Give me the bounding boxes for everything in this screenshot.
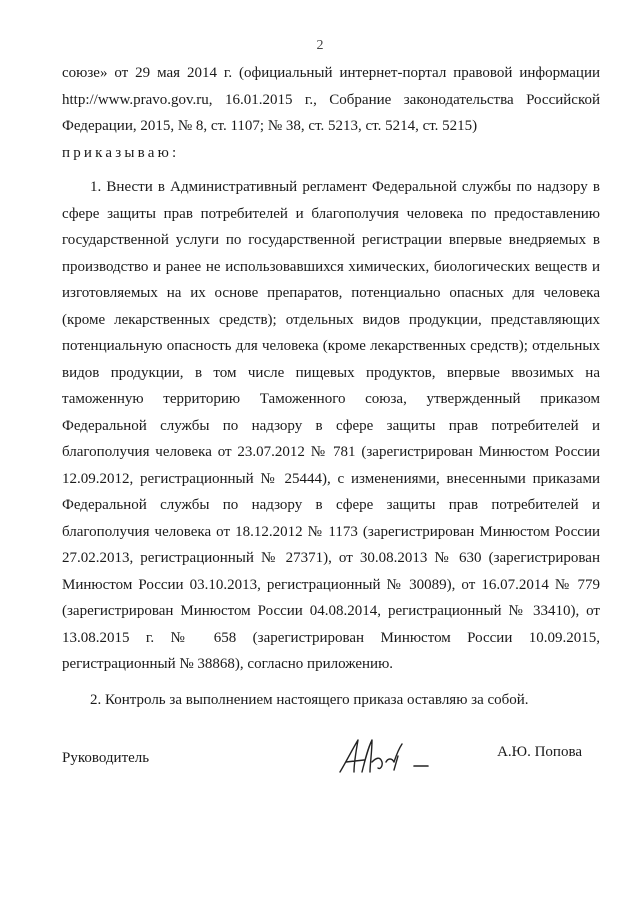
intro-paragraph: союзе» от 29 мая 2014 г. (официальный интернет-портал правовой информации http://www.pravo.gov.ru, 16.01.2015 г., Собрание законодательства Российской Федерации, 2015, № 8, ст. 1107; № 38, ст. 5213, ст. 5214, ст. 5215) — [62, 65, 600, 134]
signer-name: А.Ю. Попова — [497, 744, 582, 760]
page-number: 2 — [316, 38, 324, 53]
signature-block — [62, 740, 582, 780]
document-body — [62, 60, 600, 713]
handwritten-signature-icon — [332, 732, 442, 782]
paragraph-2: 2. Контроль за выполнением настоящего приказа оставляю за собой. — [90, 691, 529, 708]
paragraph-1: 1. Внести в Административный регламент Федеральной службы по надзору в сфере защиты прав потребителей и благополучия человека по предоставлению государственной услуги по государственной регистрации впервые внедряемых в производство и ранее не использовавшихся химических, биологических веществ и изготовляемых на их основе препаратов, потенциально опасных для человека (кроме лекарственных средств); отдельных видов продукции, представляющих потенциальную опасность для человека (кроме лекарственных средств); отдельных видов продукции, в том числе пищевых продуктов, впервые ввозимых на таможенную территорию Таможенного союза, утвержденный приказом Федеральной службы по надзору в сфере защиты прав потребителей и благополучия человека от 23.07.2012 № 781 (зарегистрирован Минюстом России 12.09.2012, регистрационный № 25444), с изменениями, внесенными приказами Федеральной службы по надзору в сфере защиты прав потребителей и благополучия человека от 18.12.2012 № 1173 (зарегистрирован Минюстом России 27.02.2013, регистрационный № 27371), от 30.08.2013 № 630 (зарегистрирован Минюстом России 03.10.2013, регистрационный № 30089), от 16.07.2014 № 779 (зарегистрирован Минюстом России 04.08.2014, регистрационный № 33410), от 13.08.2015 г. № 658 (зарегистрирован Минюстом России 10.09.2015, регистрационный № 38868), согласно приложению. — [62, 179, 600, 672]
signer-title: Руководитель — [62, 750, 150, 766]
order-word: приказываю: — [62, 144, 180, 161]
